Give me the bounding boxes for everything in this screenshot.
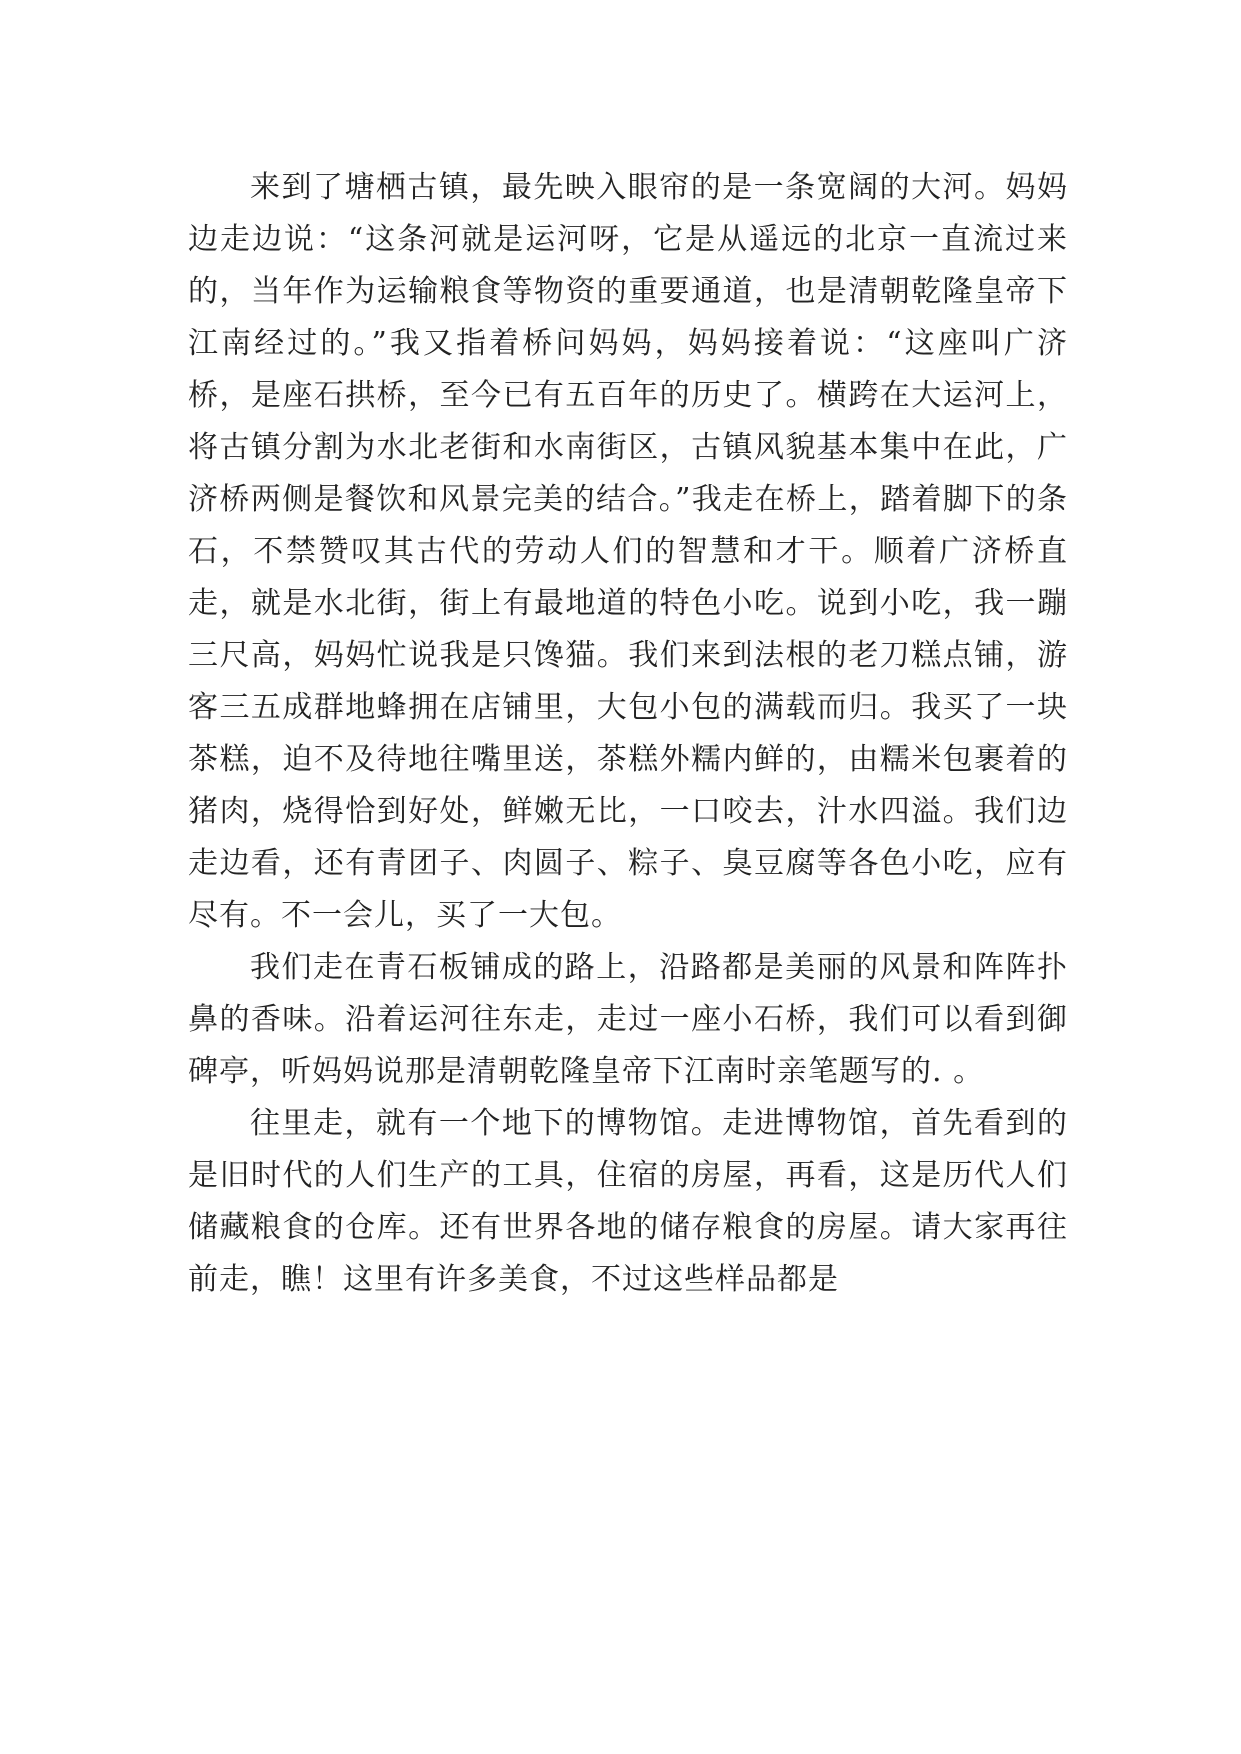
paragraph-1: 来到了塘栖古镇，最先映入眼帘的是一条宽阔的大河。妈妈边走边说：“这条河就是运河呀，它是从遥远的北京一直流过来的，当年作为运输粮食等物资的重要通道，也是清朝乾隆皇帝下江南经过的。”我又指着桥问妈妈，妈妈接着说：“这座叫广济桥，是座石拱桥，至今已有五百年的历史了。横跨在大运河上，将古镇分割为水北老街和水南街区，古镇风貌基本集中在此，广济桥两侧是餐饮和风景完美的结合。”我走在桥上，踏着脚下的条石，不禁赞叹其古代的劳动人们的智慧和才干。顺着广济桥直走，就是水北街，街上有最地道的特色小吃。说到小吃，我一蹦三尺高，妈妈忙说我是只馋猫。我们来到法根的老刀糕点铺，游客三五成群地蜂拥在店铺里，大包小包的满载而归。我买了一块茶糕，迫不及待地往嘴里送，茶糕外糯内鲜的，由糯米包裹着的猪肉，烧得恰到好处，鲜嫩无比，一口咬去，汁水四溢。我们边走边看，还有青团子、肉圆子、粽子、臭豆腐等各色小吃，应有尽有。不一会儿，买了一大包。 bbox=[188, 170, 1068, 933]
document-page bbox=[188, 162, 1068, 1306]
paragraph-2: 我们走在青石板铺成的路上，沿路都是美丽的风景和阵阵扑鼻的香味。沿着运河往东走，走过一座小石桥，我们可以看到御碑亭，听妈妈说那是清朝乾隆皇帝下江南时亲笔题写的. 。 bbox=[188, 950, 1068, 1089]
paragraph-3: 往里走，就有一个地下的博物馆。走进博物馆，首先看到的是旧时代的人们生产的工具，住宿的房屋，再看，这是历代人们储藏粮食的仓库。还有世界各地的储存粮食的房屋。请大家再往前走，瞧！这里有许多美食，不过这些样品都是 bbox=[188, 1106, 1068, 1297]
